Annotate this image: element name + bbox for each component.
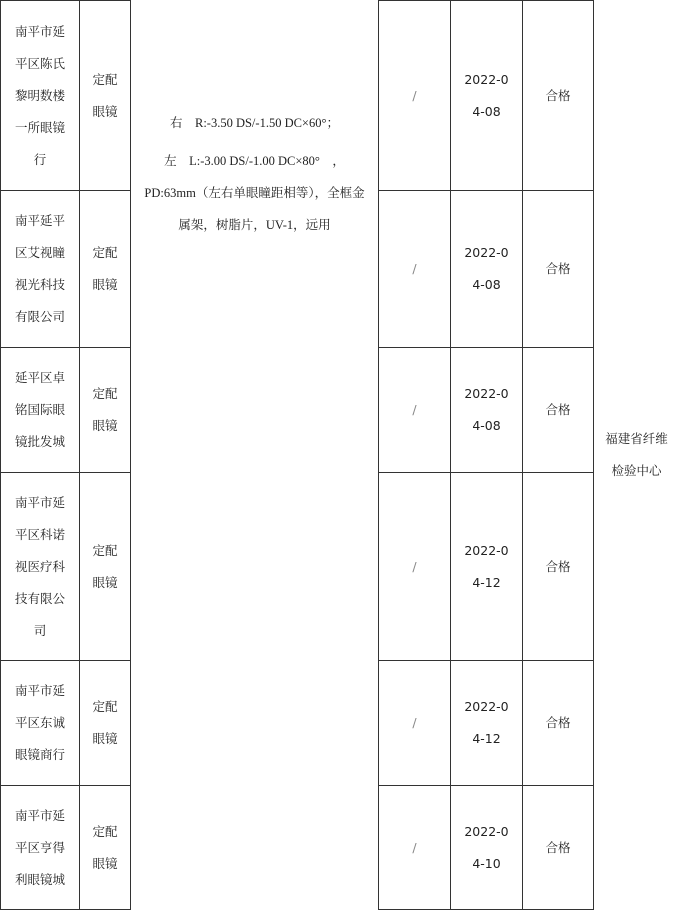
company-cell: 南平市延平区东诚眼镜商行	[1, 661, 80, 786]
product-cell: 定配眼镜	[80, 348, 131, 473]
table-row	[1, 348, 679, 473]
mark-cell: /	[379, 348, 451, 473]
spec-empty-cell	[131, 348, 379, 910]
mark-cell: /	[379, 191, 451, 348]
result-cell: 合格	[523, 348, 594, 473]
company-cell: 南平市延平区亨得利眼镜城	[1, 786, 80, 910]
company-cell: 南平市延平区科诺视医疗科技有限公司	[1, 473, 80, 661]
date-cell: 2022-04-12	[451, 473, 523, 661]
product-cell: 定配眼镜	[80, 661, 131, 786]
result-cell: 合格	[523, 1, 594, 191]
result-cell: 合格	[523, 473, 594, 661]
mark-cell: /	[379, 473, 451, 661]
mark-cell: /	[379, 1, 451, 191]
date-cell: 2022-04-08	[451, 191, 523, 348]
product-cell: 定配眼镜	[80, 1, 131, 191]
table-row	[1, 1, 679, 191]
company-cell: 延平区卓铭国际眼镜批发城	[1, 348, 80, 473]
product-cell: 定配眼镜	[80, 786, 131, 910]
product-cell: 定配眼镜	[80, 191, 131, 348]
company-cell: 南平市延平区陈氏黎明数楼一所眼镜行	[1, 1, 80, 191]
inspector-cell: 福建省纤维检验中心	[594, 1, 679, 910]
date-cell: 2022-04-08	[451, 348, 523, 473]
date-cell: 2022-04-08	[451, 1, 523, 191]
spec-cell	[131, 1, 379, 348]
spec-line-left: 左 L:-3.00 DS/-1.00 DC×80° ，PD:63mm（左右单眼瞳距相等），全框金属架，树脂片，UV-1，远用	[144, 154, 365, 232]
result-cell: 合格	[523, 786, 594, 910]
mark-cell: /	[379, 661, 451, 786]
company-cell: 南平延平区艾视瞳视光科技有限公司	[1, 191, 80, 348]
result-cell: 合格	[523, 191, 594, 348]
mark-cell: /	[379, 786, 451, 910]
date-cell: 2022-04-10	[451, 786, 523, 910]
spec-line-right: 右 R:-3.50 DS/-1.50 DC×60°；	[169, 116, 339, 130]
product-cell: 定配眼镜	[80, 473, 131, 661]
date-cell: 2022-04-12	[451, 661, 523, 786]
result-cell: 合格	[523, 661, 594, 786]
